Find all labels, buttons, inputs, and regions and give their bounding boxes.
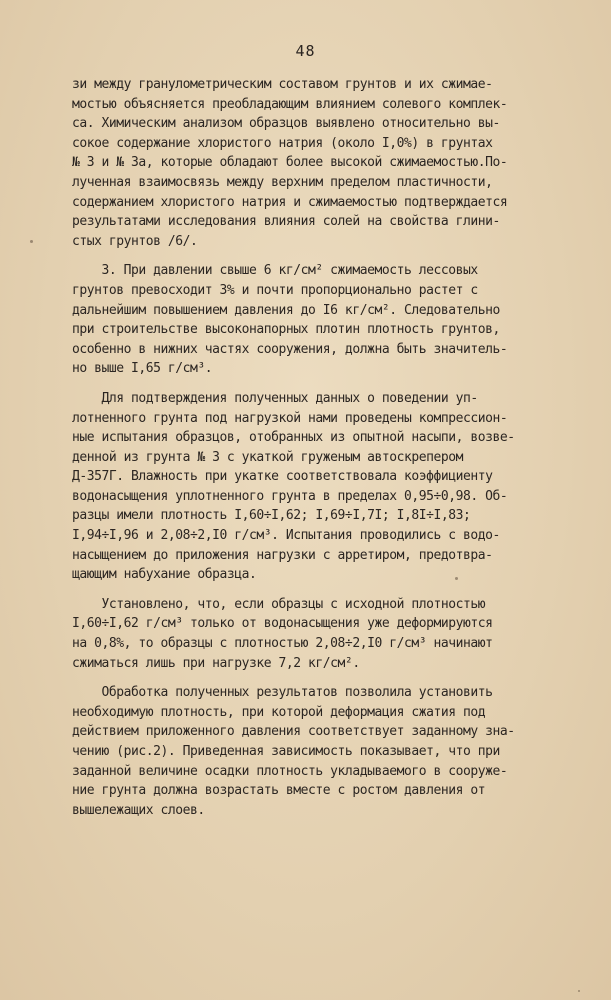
text-line: щающим набухание образца. <box>72 567 257 583</box>
body-text <box>72 75 592 820</box>
text-line: необходимую плотность, при которой деформация сжатия под <box>72 704 486 720</box>
paragraph <box>72 261 592 379</box>
paragraph-gap <box>72 251 592 261</box>
text-line: содержанием хлористого натрия и сжимаемостью подтверждается <box>72 194 508 210</box>
text-line: ные испытания образцов, отобранных из опытной насыпи, возве- <box>72 430 515 446</box>
text-line: чению (рис.2). Приведенная зависимость показывает, что при <box>72 744 500 759</box>
paragraph-gap <box>72 673 592 683</box>
paragraph <box>72 595 592 673</box>
text-line: I,94÷I,96 и 2,08÷2,I0 г/см³. Испытания проводились с водо- <box>72 528 500 544</box>
paragraph <box>72 75 592 251</box>
paragraph-gap <box>72 585 592 595</box>
text-line: результатами исследования влияния солей на свойства глини- <box>72 214 500 230</box>
paper-speck <box>455 577 458 580</box>
page-number: 48 <box>295 42 316 60</box>
text-line: Установлено, что, если образцы с исходной плотностью <box>72 596 486 612</box>
text-line: насыщением до приложения нагрузки с арретиром, предотвра- <box>72 547 493 563</box>
text-line: Д-357Г. Влажность при укатке соответствовала коэффициенту <box>72 469 493 485</box>
text-line: лотненного грунта под нагрузкой нами проведены компрессион- <box>72 410 508 426</box>
text-line: действием приложенного давления соответствует заданному зна- <box>72 724 515 740</box>
text-line: сокое содержание хлористого натрия (около I,0%) в грунтах <box>72 135 493 151</box>
paragraph <box>72 683 592 820</box>
text-line: са. Химическим анализом образцов выявлено относительно вы- <box>72 116 500 132</box>
paper-speck <box>578 990 580 992</box>
text-line: но выше I,65 г/см³. <box>72 361 213 377</box>
text-line: № 3 и № 3а, которые обладают более высокой сжимаемостью.По- <box>72 155 508 171</box>
text-line: лученная взаимосвязь между верхним пределом пластичности, <box>72 174 493 190</box>
text-line: зи между гранулометрическим составом грунтов и их сжимае- <box>72 77 493 92</box>
text-line: вышележащих слоев. <box>72 802 205 818</box>
text-line: разцы имели плотность I,60÷I,62; I,69÷I,7I; I,8I÷I,83; <box>72 508 471 524</box>
text-line: мостью объясняется преобладающим влиянием солевого комплек- <box>72 96 508 112</box>
text-line: денной из грунта № 3 с укаткой груженым автоскрепером <box>72 449 463 465</box>
text-line: водонасыщения уплотненного грунта в пределах 0,95÷0,98. Об- <box>72 488 508 504</box>
text-line: дальнейшим повышением давления до I6 кг/см². Следовательно <box>72 302 500 318</box>
text-line: стых грунтов /6/. <box>72 233 198 249</box>
text-line: особенно в нижних частях сооружения, должна быть значитель- <box>72 341 508 357</box>
paragraph <box>72 389 592 585</box>
text-line: грунтов превосходит 3% и почти пропорционально растет с <box>72 282 478 298</box>
paragraph-gap <box>72 379 592 389</box>
text-line: при строительстве высоконапорных плотин плотность грунтов, <box>72 322 500 338</box>
text-line: Обработка полученных результатов позволила установить <box>72 685 493 701</box>
text-line: 3. При давлении свыше 6 кг/см² сжимаемость лессовых <box>72 263 478 279</box>
text-line: заданной величине осадки плотность укладываемого в сооруже- <box>72 763 508 779</box>
text-line: Для подтверждения полученных данных о поведении уп- <box>72 390 478 406</box>
text-line: I,60÷I,62 г/см³ только от водонасыщения уже деформируются <box>72 616 493 632</box>
text-line: ние грунта должна возрастать вместе с ростом давления от <box>72 783 486 799</box>
paper-speck <box>30 240 33 243</box>
text-line: на 0,8%, то образцы с плотностью 2,08÷2,I0 г/см³ начинают <box>72 636 493 652</box>
text-line: сжиматься лишь при нагрузке 7,2 кг/см². <box>72 655 360 671</box>
